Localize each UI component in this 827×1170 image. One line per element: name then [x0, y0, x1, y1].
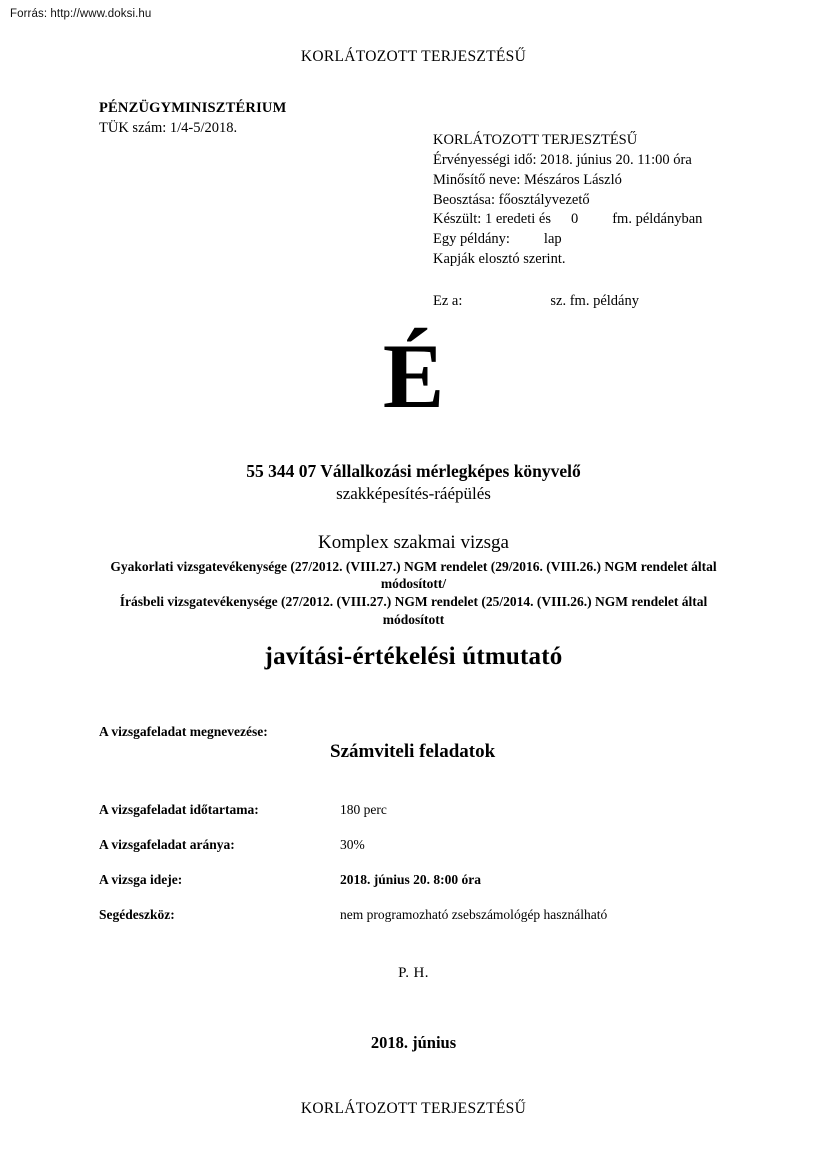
ministry-registry-number: TÜK szám: 1/4-5/2018. — [99, 119, 238, 136]
parameter-label-tools: Segédeszköz: — [99, 907, 175, 922]
parameter-label-ratio: A vizsgafeladat aránya: — [99, 837, 235, 852]
ministry-name: PÉNZÜGYMINISZTÉRIUM — [99, 100, 287, 116]
qualification-subtitle: szakképesítés-ráépülés — [336, 483, 491, 503]
parameter-row-ratio — [99, 837, 739, 872]
parameter-value-tools: nem programozható zsebszámológép használható — [340, 907, 608, 922]
parameter-value-duration: 180 perc — [340, 802, 387, 817]
parameter-label-duration: A vizsgafeladat időtartama: — [99, 802, 259, 817]
emblem-letter: É — [382, 325, 445, 427]
this-copy-value: sz. fm. példány — [550, 293, 639, 310]
one-copy-label: Egy példány: — [433, 231, 510, 248]
qualification-code-name: 55 344 07 Vállalkozási mérlegképes könyvelő — [246, 461, 581, 481]
classification-marking-top: KORLÁTOZOTT TERJESZTÉSŰ — [300, 48, 527, 65]
task-name-value: Számviteli feladatok — [330, 741, 496, 762]
copies-suffix: fm. példányban — [612, 211, 703, 228]
classification-marking-bottom: KORLÁTOZOTT TERJESZTÉSŰ — [300, 1100, 527, 1117]
classification-marking-label: KORLÁTOZOTT TERJESZTÉSŰ — [433, 132, 638, 148]
exam-written-regulation: Írásbeli vizsgatevékenysége (27/2012. (VIII.27.) NGM rendelet (25/2014. (VIII.26.) NGM rendelet által módosított — [119, 594, 708, 628]
document-title: javítási-értékelési útmutató — [264, 643, 563, 670]
distribution-note: Kapják elosztó szerint. — [433, 251, 566, 268]
qualification-block — [0, 461, 827, 505]
ministry-block — [99, 99, 287, 138]
exam-practical-regulation: Gyakorlati vizsgatevékenysége (27/2012. (VIII.27.) NGM rendelet (29/2016. (VIII.26.) NGM rendelet által módosított/ — [110, 558, 717, 592]
parameter-row-duration — [99, 802, 739, 837]
seal-placeholder: P. H. — [398, 965, 429, 981]
issue-date: 2018. június — [370, 1033, 457, 1052]
copies-line — [433, 210, 702, 230]
parameter-value-exam-time: 2018. június 20. 8:00 óra — [340, 872, 482, 887]
this-copy-line — [433, 292, 702, 312]
parameter-row-exam-time — [99, 872, 739, 907]
parameter-row-tools — [99, 907, 739, 942]
classifier-name: Minősítő neve: Mészáros László — [433, 171, 622, 188]
this-copy-label: Ez a: — [433, 293, 463, 310]
source-watermark: Forrás: http://www.doksi.hu — [10, 8, 152, 20]
exam-description-block — [95, 530, 732, 629]
parameter-label-exam-time: A vizsga ideje: — [99, 872, 183, 887]
classification-details-block — [433, 131, 702, 312]
one-copy-value: lap — [543, 231, 562, 248]
parameter-value-ratio: 30% — [340, 837, 365, 852]
classification-validity: Érvényességi idő: 2018. június 20. 11:00 óra — [433, 151, 692, 168]
copies-count: 0 — [570, 211, 579, 228]
one-copy-line — [433, 230, 702, 250]
task-name-label: A vizsgafeladat megnevezése: — [99, 724, 268, 739]
copies-prefix: Készült: 1 eredeti és — [433, 211, 551, 228]
exam-parameters-list — [99, 802, 739, 942]
classifier-position: Beosztása: főosztályvezető — [433, 191, 590, 208]
exam-main-title: Komplex szakmai vizsga — [317, 532, 509, 553]
